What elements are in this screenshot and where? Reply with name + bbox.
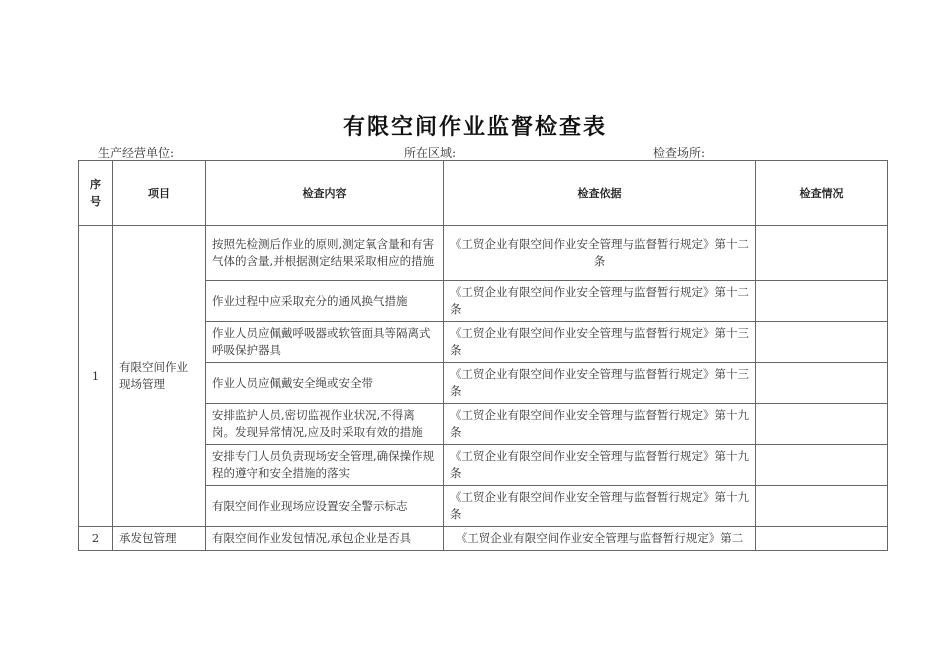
check-content: 作业人员应佩戴呼吸器或软管面具等隔离式呼吸保护器具 [206,322,444,363]
check-basis: 《工贸企业有限空间作业安全管理与监督暂行规定》第十九条 [444,486,756,527]
check-content: 有限空间作业现场应设置安全警示标志 [206,486,444,527]
group-seq: 2 [79,527,113,551]
check-status[interactable] [756,527,888,551]
check-content: 安排监护人员,密切监视作业状况,不得离岗。发现异常情况,应及时采取有效的措施 [206,404,444,445]
check-status[interactable] [756,281,888,322]
check-status[interactable] [756,404,888,445]
check-content: 作业人员应佩戴安全绳或安全带 [206,363,444,404]
check-status[interactable] [756,486,888,527]
check-basis: 《工贸企业有限空间作业安全管理与监督暂行规定》第二 [444,527,756,551]
check-content: 有限空间作业发包情况,承包企业是否具 [206,527,444,551]
check-basis: 《工贸企业有限空间作业安全管理与监督暂行规定》第十二条 [444,281,756,322]
group-seq: 1 [79,226,113,527]
page-title: 有限空间作业监督检查表 [342,114,607,140]
group-item: 承发包管理 [113,527,206,551]
inspection-table [78,160,888,551]
check-basis: 《工贸企业有限空间作业安全管理与监督暂行规定》第十三条 [444,322,756,363]
check-status[interactable] [756,226,888,281]
check-basis: 《工贸企业有限空间作业安全管理与监督暂行规定》第十二条 [444,226,756,281]
check-status[interactable] [756,445,888,486]
header-status: 检查情况 [756,161,888,226]
table-header-row [79,161,888,226]
table-row [79,527,888,551]
header-content: 检查内容 [206,161,444,226]
group-item: 有限空间作业现场管理 [113,226,206,527]
check-content: 按照先检测后作业的原则,测定氧含量和有害气体的含量,并根据测定结果采取相应的措施 [206,226,444,281]
production-unit-label: 生产经营单位: [98,146,175,160]
check-content: 安排专门人员负责现场安全管理,确保操作规程的遵守和安全措施的落实 [206,445,444,486]
check-basis: 《工贸企业有限空间作业安全管理与监督暂行规定》第十九条 [444,445,756,486]
check-basis: 《工贸企业有限空间作业安全管理与监督暂行规定》第十九条 [444,404,756,445]
check-status[interactable] [756,322,888,363]
region-label: 所在区域: [404,146,457,160]
header-seq: 序号 [79,161,113,226]
header-basis: 检查依据 [444,161,756,226]
inspection-site-label: 检查场所: [653,146,706,160]
check-content: 作业过程中应采取充分的通风换气措施 [206,281,444,322]
header-item: 项目 [113,161,206,226]
table-row [79,226,888,281]
check-status[interactable] [756,363,888,404]
check-basis: 《工贸企业有限空间作业安全管理与监督暂行规定》第十三条 [444,363,756,404]
